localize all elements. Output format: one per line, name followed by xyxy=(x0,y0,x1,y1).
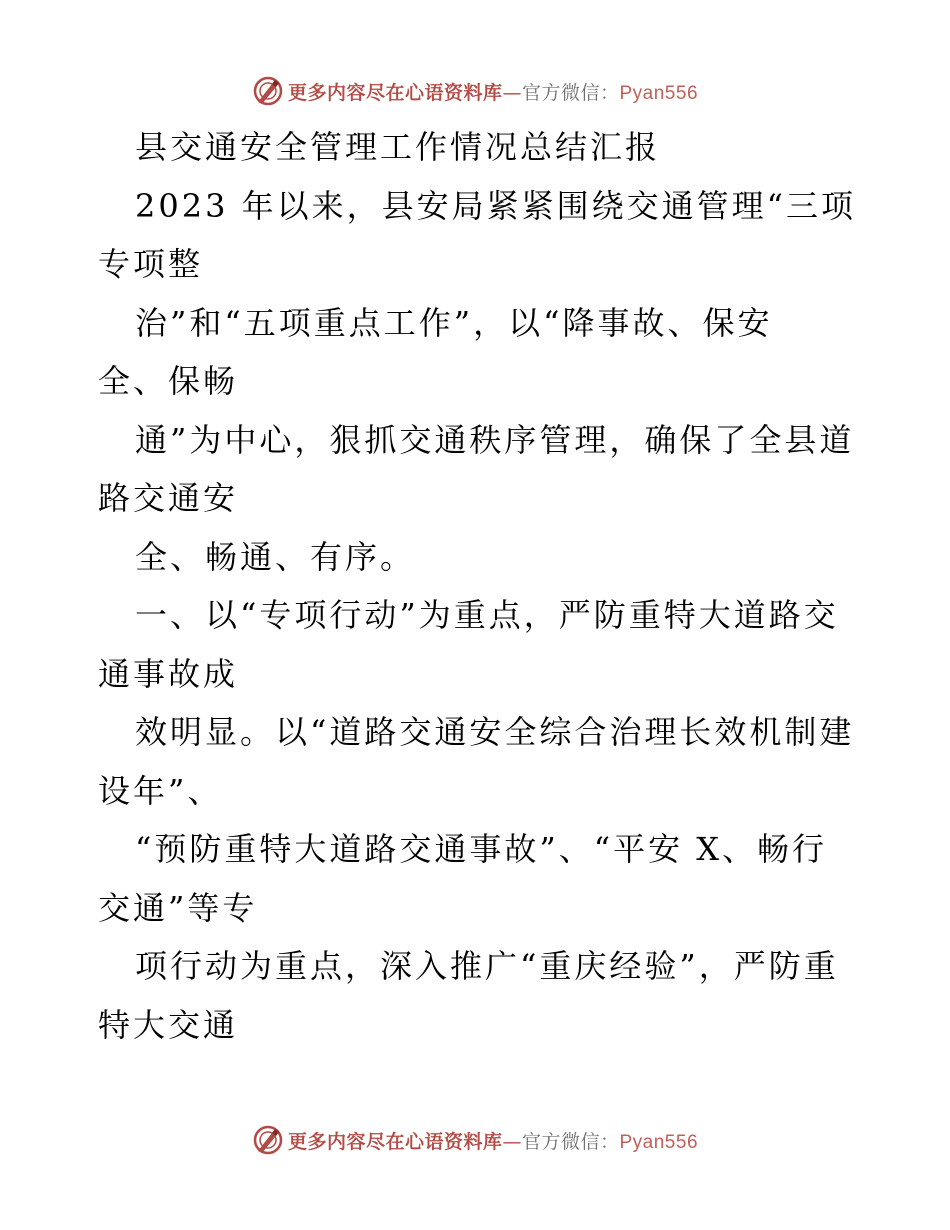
paragraph-line: 路交通安 xyxy=(98,479,239,517)
watermark-banner-top xyxy=(0,71,950,111)
paragraph-line: 全、保畅 xyxy=(98,362,239,400)
watermark-separator: — xyxy=(502,1130,522,1153)
document-title: 县交通安全管理工作情况总结汇报 xyxy=(135,128,661,166)
watermark-wechat-id: Pyan556 xyxy=(619,82,699,104)
paragraph-line: 效明显。以“道路交通安全综合治理长效机制建 xyxy=(135,713,855,751)
paragraph-line: 全、畅通、有序。 xyxy=(135,537,416,576)
watermark-official-label: 官方微信： xyxy=(521,1130,620,1153)
paragraph-line: 交通”等专 xyxy=(98,888,258,927)
paragraph-line: “预防重特大道路交通事故”、“平安 X、畅行 xyxy=(135,830,828,868)
watermark-wechat-id: Pyan556 xyxy=(619,1131,699,1153)
paragraph-line: 特大交通 xyxy=(98,1005,239,1044)
paragraph-line: 2023 年以来，县安局紧紧围绕交通管理“三项 xyxy=(135,186,856,225)
paragraph-line: 通事故成 xyxy=(98,654,239,693)
paragraph-line: 通”为中心，狠抓交通秩序管理，确保了全县道 xyxy=(135,420,855,459)
pen-logo-icon xyxy=(252,1124,284,1156)
pen-logo-icon xyxy=(252,75,284,107)
paragraph-line: 项行动为重点，深入推广“重庆经验”，严防重 xyxy=(135,947,839,985)
watermark-main-text: 更多内容尽在心语资料库 xyxy=(287,81,503,104)
document-body xyxy=(98,118,858,1054)
paragraph-line: 治”和“五项重点工作”，以“降事故、保安 xyxy=(135,303,773,342)
watermark-text xyxy=(288,78,698,105)
watermark-main-text: 更多内容尽在心语资料库 xyxy=(287,1130,503,1153)
watermark-separator: — xyxy=(502,81,522,104)
watermark-banner-bottom xyxy=(0,1120,950,1160)
paragraph-line: 设年”、 xyxy=(98,771,223,810)
paragraph-line: 专项整 xyxy=(98,245,204,283)
watermark-text xyxy=(288,1127,698,1154)
section-heading-line: 一、以“专项行动”为重点，严防重特大道路交 xyxy=(135,596,839,634)
watermark-official-label: 官方微信： xyxy=(521,81,620,104)
